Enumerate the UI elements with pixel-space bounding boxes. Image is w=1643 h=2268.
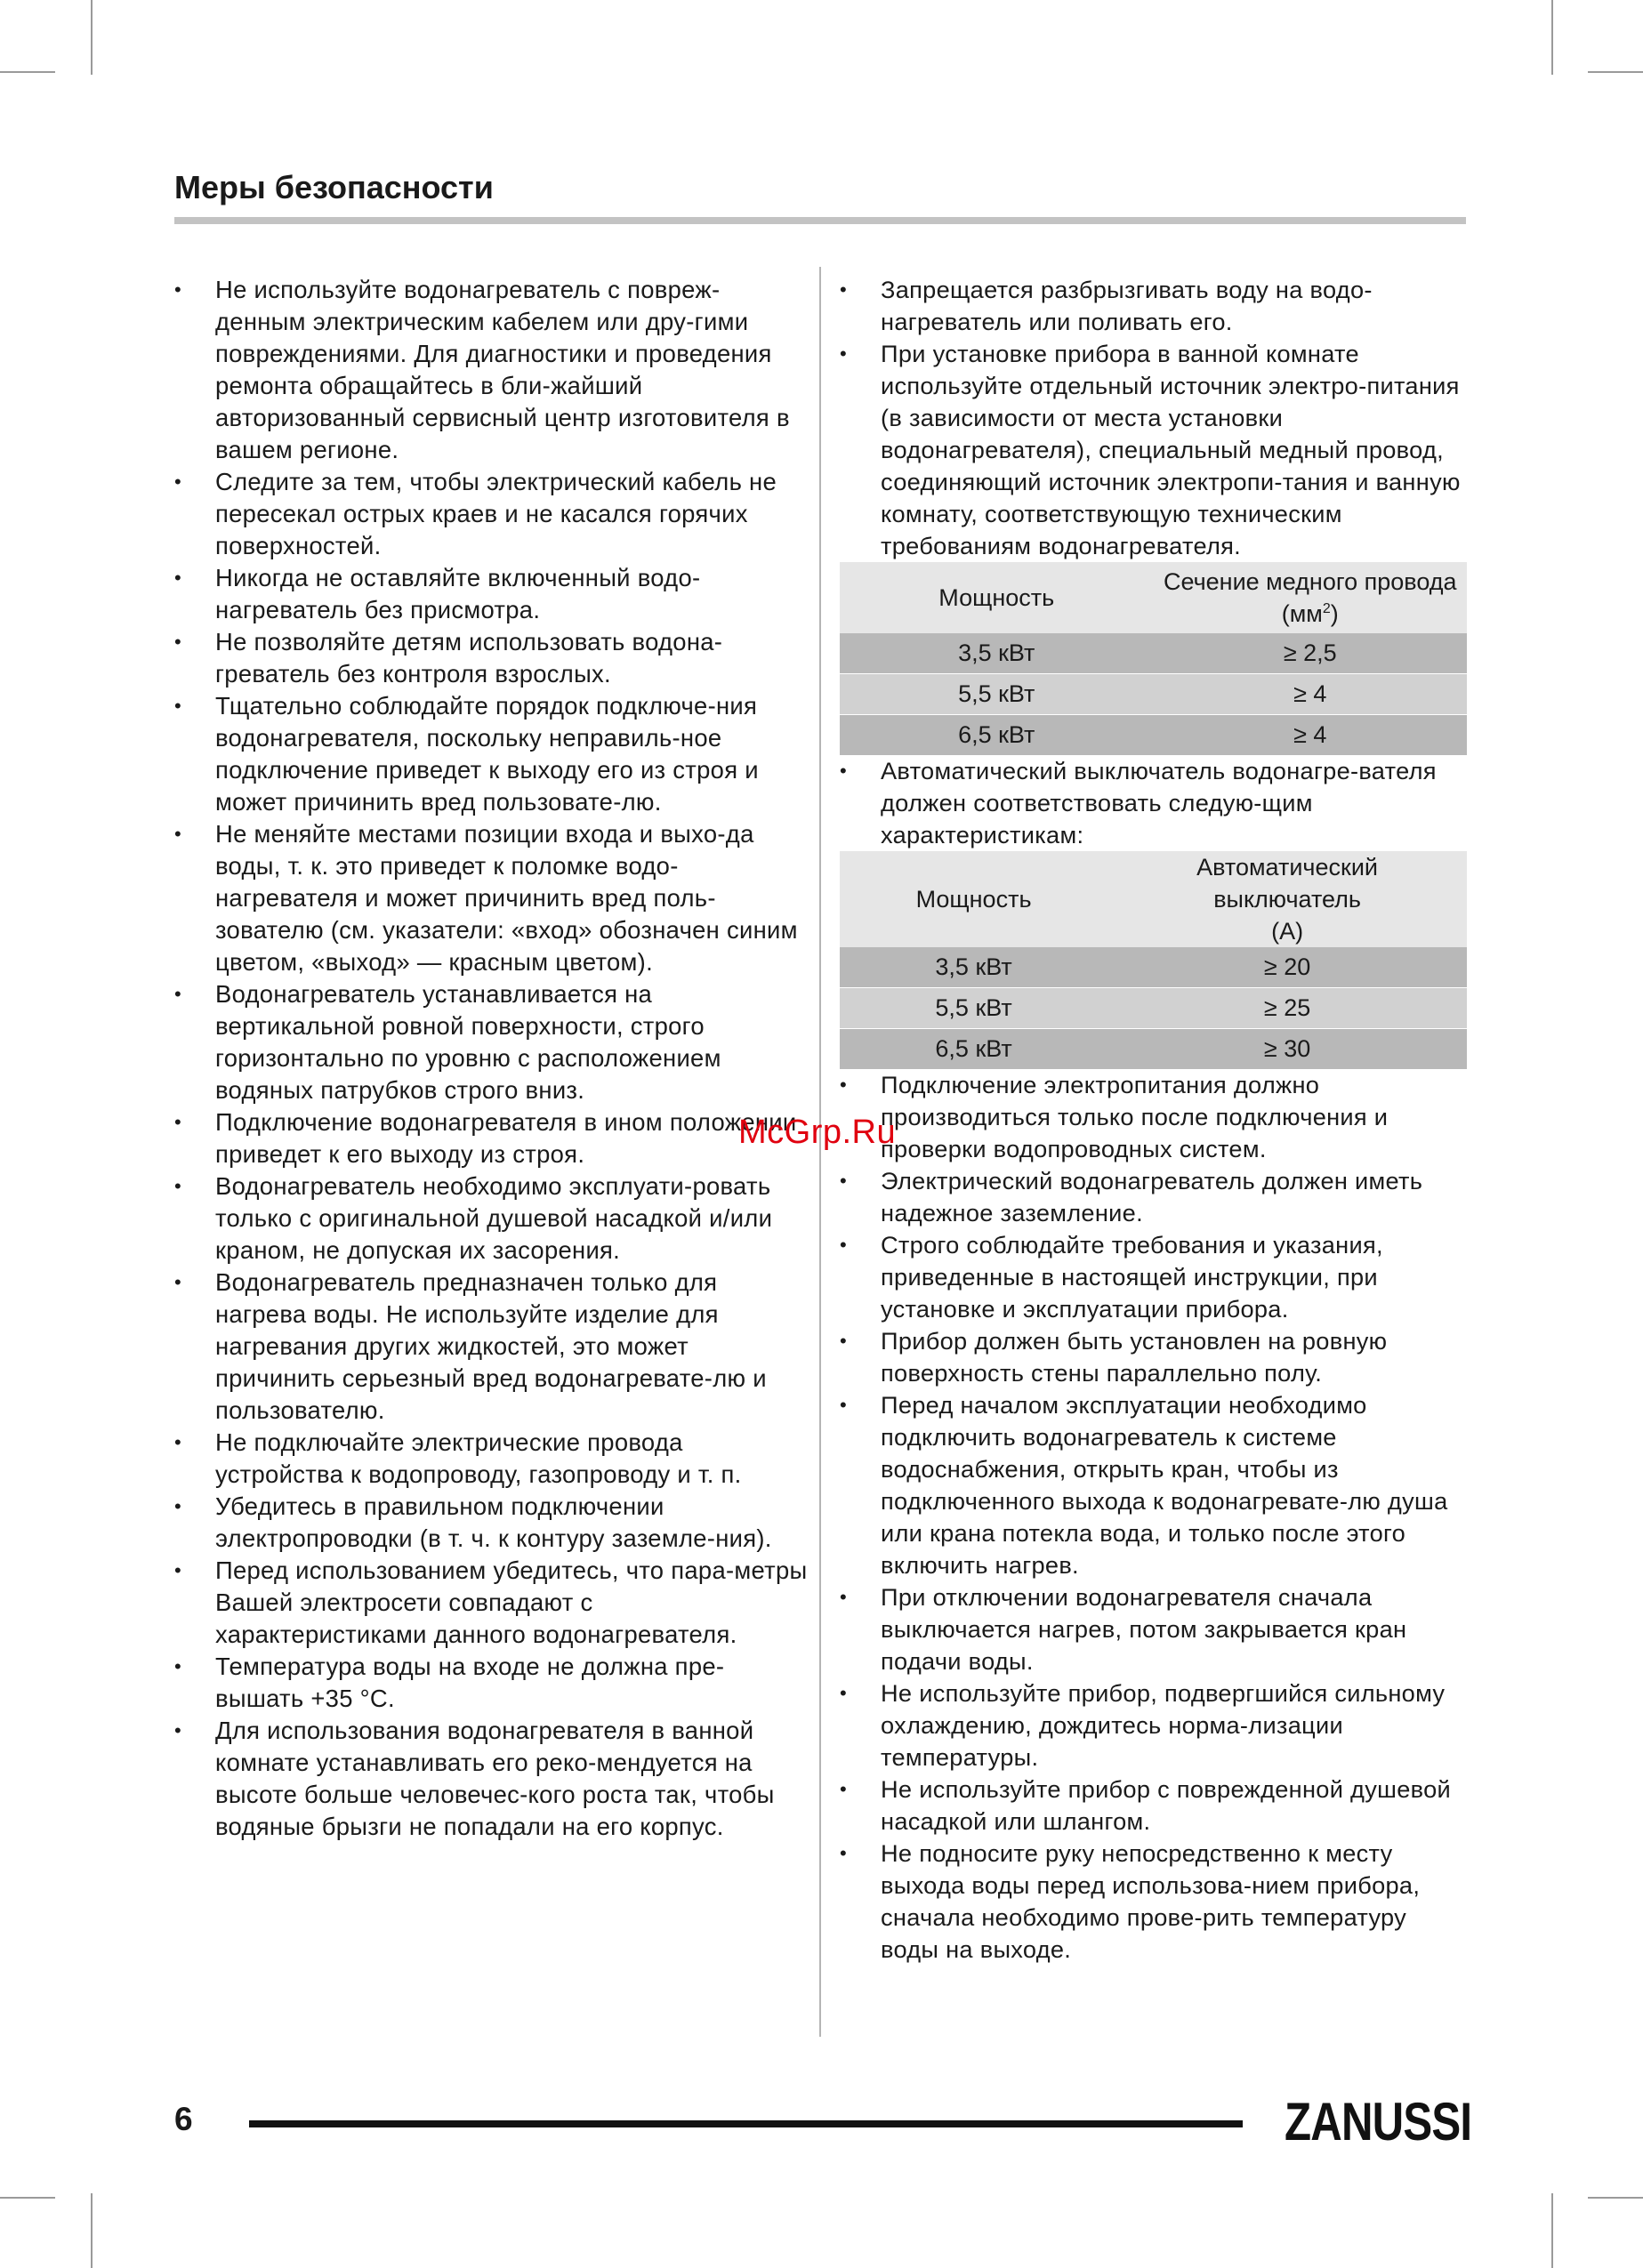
crop-mark	[1588, 71, 1643, 73]
watermark: McGrp.Ru	[738, 1114, 897, 1151]
table-header-power: Мощность	[840, 851, 1107, 947]
table-cell: ≥ 4	[1154, 715, 1468, 755]
footer-rule	[249, 2120, 1243, 2127]
left-column	[174, 274, 810, 1843]
table-cell: 5,5 кВт	[840, 988, 1107, 1028]
crop-mark	[1551, 0, 1553, 75]
table-cell: ≥ 20	[1107, 947, 1467, 987]
list-item: • Температура воды на входе не должна пре-вышать +35 °С.	[174, 1651, 810, 1715]
crop-mark	[1588, 2197, 1643, 2199]
table-header-wire-section	[1154, 562, 1468, 633]
table-cell: ≥ 25	[1107, 988, 1467, 1028]
table-row	[840, 947, 1467, 987]
left-bullet-list	[174, 274, 810, 1843]
list-item: • Электрический водонагреватель должен иметь надежное заземление.	[840, 1165, 1467, 1229]
table-row	[840, 988, 1467, 1028]
header-superscript: 2	[1322, 601, 1331, 616]
list-item: • Прибор должен быть установлен на ровную поверхность стены параллельно полу.	[840, 1325, 1467, 1389]
list-item: • Запрещается разбрызгивать воду на водо-нагреватель или поливать его.	[840, 274, 1467, 338]
table-cell: 6,5 кВт	[840, 1029, 1107, 1069]
list-item: • Следите за тем, чтобы электрический кабель не пересекал острых краев и не касался горячих поверхностей.	[174, 466, 810, 562]
page-title: Меры безопасности	[174, 169, 494, 205]
title-rule	[174, 217, 1466, 224]
list-item: • Перед использованием убедитесь, что пара-метры Вашей электросети совпадают с характеристиками данного водонагревателя.	[174, 1555, 810, 1651]
list-item: • Строго соблюдайте требования и указания, приведенные в настоящей инструкции, при установке и эксплуатации прибора.	[840, 1229, 1467, 1325]
header-text-end: )	[1330, 600, 1339, 627]
table-cell: 6,5 кВт	[840, 715, 1154, 755]
list-item: • Не подносите руку непосредственно к месту выхода воды перед использова-нием прибора, сначала необходимо прове-рить температуру воды на выходе.	[840, 1838, 1467, 1966]
list-item: • Перед началом эксплуатации необходимо подключить водонагреватель к системе водоснабжения, открыть кран, чтобы из подключенного выхода к водонагревате-лю душа или крана потекла вода, и только после этого включить нагрев.	[840, 1389, 1467, 1581]
table-row	[840, 715, 1467, 755]
list-item: • Подключение электропитания должно производиться только после подключения и проверки водопроводных систем.	[840, 1069, 1467, 1165]
table-cell: 5,5 кВт	[840, 674, 1154, 714]
table-row	[840, 674, 1467, 714]
list-item: • Никогда не оставляйте включенный водо-нагреватель без присмотра.	[174, 562, 810, 626]
crop-mark	[1551, 2193, 1553, 2268]
list-item: • Подключение водонагревателя в ином положении приведет к его выходу из строя.	[174, 1106, 810, 1170]
crop-mark	[91, 2193, 93, 2268]
list-item: • Не меняйте местами позиции входа и выхо-да воды, т. к. это приведет к поломке водо-нагревателя и может причинить вред поль-зователю (см. указатели: «вход» обозначен синим цветом, «выход» — красным цветом).	[174, 818, 810, 978]
list-item: • Водонагреватель устанавливается на вертикальной ровной поверхности, строго горизонтально по уровню с расположением водяных патрубков строго вниз.	[174, 978, 810, 1106]
table-header-power: Мощность	[840, 562, 1154, 633]
table-cell: 3,5 кВт	[840, 947, 1107, 987]
list-item: • Не подключайте электрические провода устройства к водопроводу, газопроводу и т. п.	[174, 1427, 810, 1491]
list-item: • Для использования водонагревателя в ванной комнате устанавливать его реко-мендуется на высоте больше человечес-кого роста так, чтобы водяные брызги не попадали на его корпус.	[174, 1715, 810, 1843]
list-item: • При установке прибора в ванной комнате используйте отдельный источник электро-питания (в зависимости от места установки водонагревателя), специальный медный провод, соединяющий источник электропи-тания и ванную комнату, соответствующую техническим требованиям водонагревателя.	[840, 338, 1467, 562]
right-column	[840, 274, 1467, 1966]
table-header-breaker: Автоматический выключатель (А)	[1107, 851, 1467, 947]
circuit-breaker-table	[840, 851, 1467, 1069]
table-cell: ≥ 4	[1154, 674, 1468, 714]
page-number: 6	[174, 2101, 193, 2137]
table-cell: 3,5 кВт	[840, 633, 1154, 673]
right-bullet-list-bottom	[840, 1069, 1467, 1966]
crop-mark	[91, 0, 93, 75]
list-item: • Водонагреватель предназначен только для нагрева воды. Не используйте изделие для нагревания других жидкостей, это может причинить серьезный вред водонагревате-лю и пользователю.	[174, 1267, 810, 1427]
header-text: Сечение медного провода (мм	[1163, 568, 1457, 627]
right-bullet-list-mid	[840, 755, 1467, 851]
table-row	[840, 633, 1467, 673]
list-item: • Убедитесь в правильном подключении электропроводки (в т. ч. к контуру заземле-ния).	[174, 1491, 810, 1555]
list-item: • Тщательно соблюдайте порядок подключе-ния водонагревателя, поскольку неправиль-ное подключение приведет к выходу его из строя и может причинить вред пользовате-лю.	[174, 690, 810, 818]
column-divider	[819, 267, 821, 2037]
list-item: • Автоматический выключатель водонагре-вателя должен соответствовать следую-щим характеристикам:	[840, 755, 1467, 851]
crop-mark	[0, 2197, 55, 2199]
right-bullet-list-top	[840, 274, 1467, 562]
crop-mark	[0, 71, 55, 73]
list-item: • Не используйте прибор с поврежденной душевой насадкой или шлангом.	[840, 1773, 1467, 1838]
brand-logo: ZANUSSI	[1285, 2092, 1472, 2151]
table-row	[840, 1029, 1467, 1069]
table-cell: ≥ 30	[1107, 1029, 1467, 1069]
list-item: • Не позволяйте детям использовать водона-греватель без контроля взрослых.	[174, 626, 810, 690]
list-item: • Не используйте прибор, подвергшийся сильному охлаждению, дождитесь норма-лизации температуры.	[840, 1677, 1467, 1773]
table-cell: ≥ 2,5	[1154, 633, 1468, 673]
list-item: • Водонагреватель необходимо эксплуати-ровать только с оригинальной душевой насадкой и/или краном, не допуская их засорения.	[174, 1170, 810, 1267]
copper-wire-table	[840, 562, 1467, 755]
list-item: • Не используйте водонагреватель с повреж-денным электрическим кабелем или дру-гими повреждениями. Для диагностики и проведения ремонта обращайтесь в бли-жайший авторизованный сервисный центр изготовителя в вашем регионе.	[174, 274, 810, 466]
list-item: • При отключении водонагревателя сначала выключается нагрев, потом закрывается кран подачи воды.	[840, 1581, 1467, 1677]
